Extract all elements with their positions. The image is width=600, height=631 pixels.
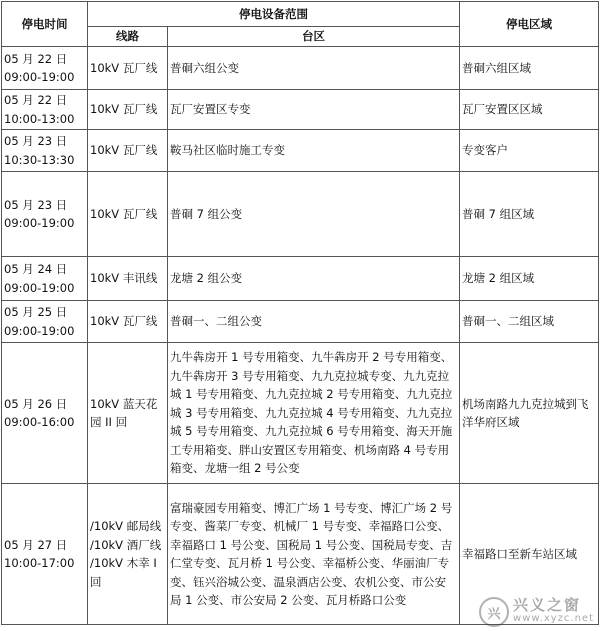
table-row [2,47,599,90]
line-cell: 10kV 瓦厂线 [88,172,168,257]
table-row [2,301,599,343]
time-cell: 05 月 27 日 10:00-17:00 [2,484,88,625]
time-cell: 05 月 23 日 09:00-19:00 [2,172,88,257]
area-cell: 普硐一、二组区域 [460,301,599,343]
time-cell: 05 月 26 日 09:00-16:00 [2,343,88,484]
header-line: 线路 [88,27,168,47]
watermark-brand: 兴义之窗 [513,596,582,614]
time-cell: 05 月 24 日 09:00-19:00 [2,257,88,301]
outage-table [1,1,599,625]
station-cell: 龙塘 2 组公变 [168,257,460,301]
table-row [2,130,599,172]
site-watermark [479,597,594,627]
area-cell: 瓦厂安置区区域 [460,90,599,130]
time-cell: 05 月 23 日 10:30-13:30 [2,130,88,172]
station-cell: 鞍马社区临时施工专变 [168,130,460,172]
table-row [2,343,599,484]
line-cell: 10kV 瓦厂线 [88,301,168,343]
area-cell: 普硐 7 组区域 [460,172,599,257]
line-cell: /10kV 邮局线 /10kV 酒厂线 /10kV 木幸 I 回 [88,484,168,625]
station-cell: 普硐 7 组公变 [168,172,460,257]
area-cell: 专变客户 [460,130,599,172]
line-cell: 10kV 丰讯线 [88,257,168,301]
header-outage-area: 停电区域 [460,2,599,47]
station-cell: 普硐一、二组公变 [168,301,460,343]
line-cell: 10kV 瓦厂线 [88,130,168,172]
header-outage-time: 停电时间 [2,2,88,47]
table-row [2,257,599,301]
area-cell: 幸福路口至新车站区域 [460,484,599,625]
table-row [2,90,599,130]
station-cell: 瓦厂安置区专变 [168,90,460,130]
line-cell: 10kV 瓦厂线 [88,47,168,90]
watermark-logo-icon: 兴 [479,597,509,627]
line-cell: 10kV 蓝天花园 II 回 [88,343,168,484]
area-cell: 龙塘 2 组区域 [460,257,599,301]
area-cell: 普硐六组区域 [460,47,599,90]
table-row [2,172,599,257]
time-cell: 05 月 22 日 09:00-19:00 [2,47,88,90]
header-equipment-scope: 停电设备范围 [88,2,460,27]
watermark-url: www.xyzc.net [513,613,594,624]
line-cell: 10kV 瓦厂线 [88,90,168,130]
time-cell: 05 月 25 日 09:00-19:00 [2,301,88,343]
station-cell: 普硐六组公变 [168,47,460,90]
header-station: 台区 [168,27,460,47]
station-cell: 九牛犇房开 1 号专用箱变、九牛犇房开 2 号专用箱变、九牛犇房开 3 号专用箱变、九九克拉城专变、九九克拉城 1 号专用箱变、九九克拉城 2 号专用箱变、九九克拉城 3 号专用箱变、九九克拉城 4 号专用箱变、九九克拉城 5 号专用箱变、九九克拉城 6 号专用箱变、海天开施工专用箱变、胖山安置区专用箱变、机场南路 4 号专用箱变、龙塘一组 2 号公变 [168,343,460,484]
time-cell: 05 月 22 日 10:00-13:00 [2,90,88,130]
station-cell: 富瑞豪园专用箱变、博汇广场 1 号专变、博汇广场 2 号专变、酱菜厂专变、机械厂 1 号专变、幸福路口公变、幸福路口 1 号公变、国税局 1 号公变、国税局专变、吉仁堂专变、瓦月桥 1 号公变、幸福桥公变、华丽油厂专变、钰兴浴城公变、温泉酒店公变、农机公变、市公安局 1 公变、市公安局 2 公变、瓦月桥路口公变 [168,484,460,625]
area-cell: 机场南路九九克拉城到飞洋华府区域 [460,343,599,484]
